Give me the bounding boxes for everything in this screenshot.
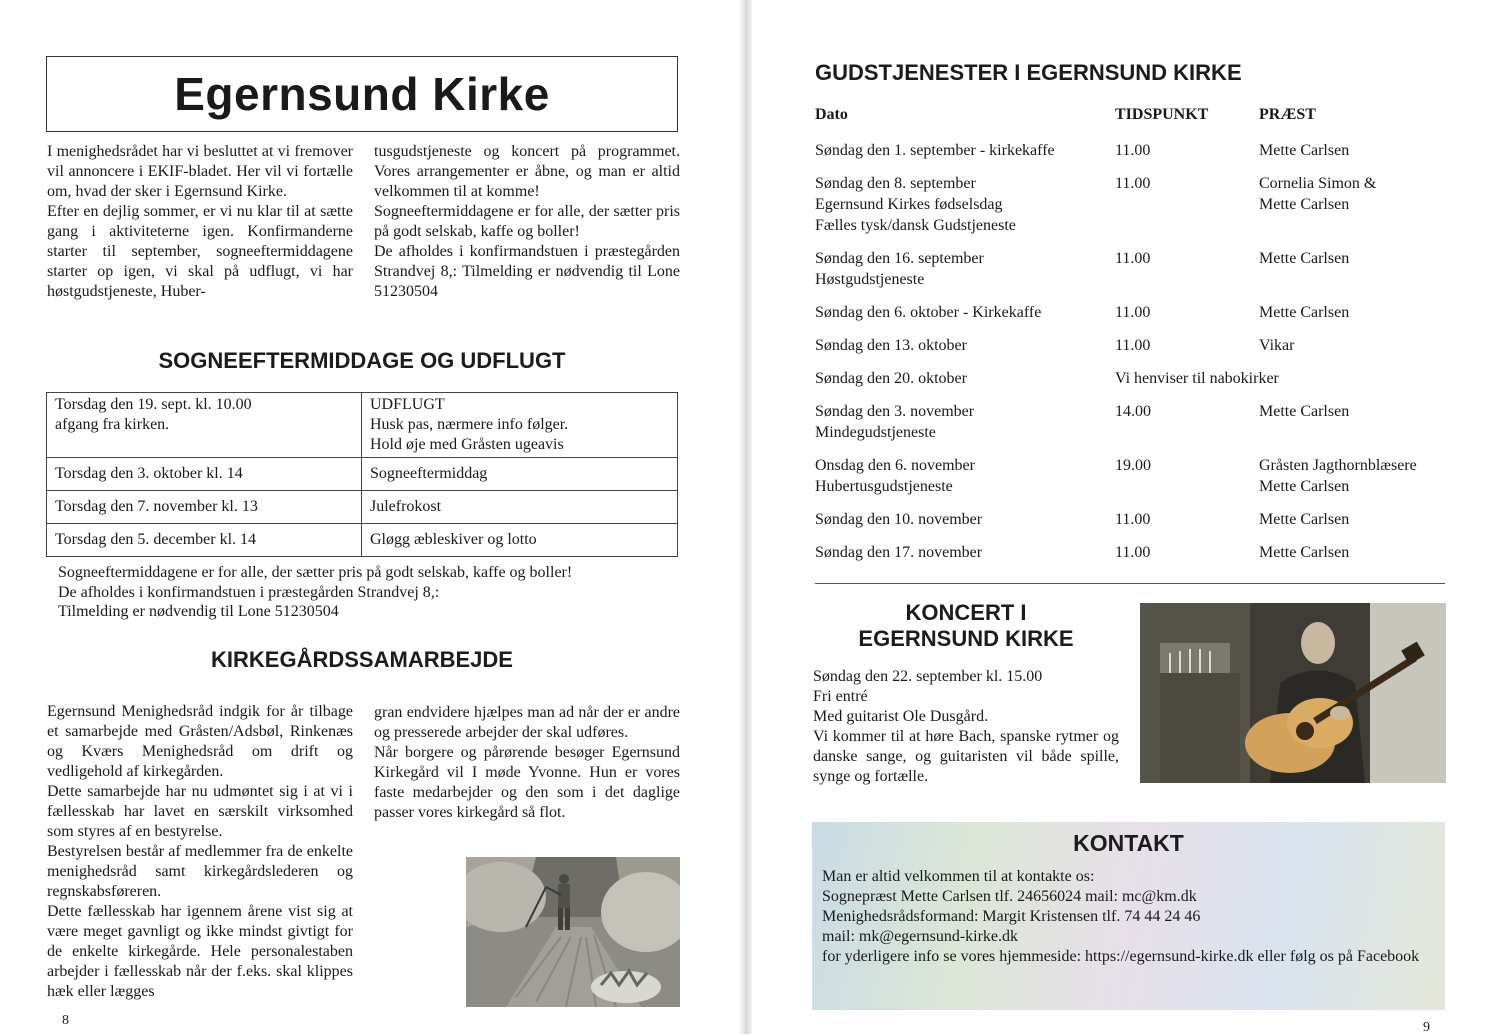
table-row [47, 491, 678, 524]
service-priest: Mette Carlsen [1259, 511, 1350, 528]
contact-line: Menighedsrådsformand: Margit Kristensen tlf. 74 44 24 46 [822, 908, 1201, 925]
table-row [815, 449, 1455, 503]
churchyard-photo [466, 857, 680, 1007]
intro-column-1: I menighedsrådet har vi besluttet at vi fremover vil annoncere i EKIF-bladet. Her vil vi fortælle om, hvad der sker i Egernsund Kirke. Efter en dejlig sommer, er vi nu klar til at sætte gang i aktiviteterne igen. Konfirmanderne starter til september, sogneeftermiddagene starter op igen, vi skal på udflugt, vi har høstgudstjeneste, Huber- [47, 143, 353, 300]
table-row [47, 393, 678, 458]
table-cell-event: Gløgg æbleskiver og lotto [362, 524, 678, 557]
guitarist-photo [1140, 603, 1446, 783]
service-time: 11.00 [1115, 511, 1151, 528]
service-time: 11.00 [1115, 142, 1151, 159]
service-priest: Mette Carlsen [1259, 142, 1350, 159]
service-date: Søndag den 3. november Mindegudstjeneste [815, 403, 975, 441]
page-number-right: 9 [1423, 1020, 1430, 1035]
contact-line: mail: mk@egernsund-kirke.dk [822, 928, 1019, 945]
service-time: 11.00 [1115, 250, 1151, 267]
table-row [815, 503, 1455, 536]
contact-box [812, 822, 1445, 1010]
table-row [47, 524, 678, 557]
service-time: 11.00 [1115, 544, 1151, 561]
intro-column-2: tusgudstjeneste og koncert på programmet. Vores arrangementer er åbne, og man er altid velkommen til at komme! Sogneeftermiddagene er for alle, der sætter pris på godt selskab, kaffe og boller! De afholdes i konfirmandstuen i præstegården Strandvej 8,: Tilmelding er nødvendig til Lone 51230504 [374, 143, 680, 300]
service-time: 14.00 [1115, 403, 1151, 420]
sogne-table [46, 392, 678, 557]
service-priest: Mette Carlsen [1259, 250, 1350, 267]
table-cell-event: Sogneeftermiddag [362, 458, 678, 491]
table-cell-event: Julefrokost [362, 491, 678, 524]
contact-line: Sognepræst Mette Carlsen tlf. 24656024 mail: mc@km.dk [822, 888, 1197, 905]
table-row [815, 134, 1455, 167]
service-priest: Gråsten Jagthornblæsere Mette Carlsen [1259, 457, 1417, 495]
service-time: 11.00 [1115, 337, 1151, 354]
page-fold [738, 0, 752, 1034]
column-header-tidspunkt: TIDSPUNKT [1115, 106, 1209, 123]
service-date: Søndag den 1. september - kirkekaffe [815, 142, 1055, 159]
table-cell-event: UDFLUGT Husk pas, nærmere info følger. Hold øje med Gråsten ugeavis [362, 393, 678, 458]
table-row [815, 167, 1455, 242]
page-title: Egernsund Kirke [174, 68, 550, 120]
concert-heading: KONCERT I EGERNSUND KIRKE [858, 600, 1074, 651]
kirkegaard-column-2: gran endvidere hjælpes man ad når der er andre og presserede arbejder der skal udføres. Når borgere og pårørende besøger Egernsund Kirkegård vil I møde Yvonne. Hun er vores faste medarbejder og den som i det daglige passer vores kirkegård så flot. [374, 704, 680, 821]
table-cell-date: Torsdag den 7. november kl. 13 [47, 491, 362, 524]
table-row [815, 296, 1455, 329]
service-priest: Mette Carlsen [1259, 403, 1350, 420]
table-cell-date: Torsdag den 19. sept. kl. 10.00 afgang fra kirken. [47, 393, 362, 458]
service-priest: Mette Carlsen [1259, 304, 1350, 321]
service-date: Søndag den 10. november [815, 511, 983, 528]
table-header-row [815, 100, 1455, 134]
table-row [815, 362, 1455, 395]
service-priest: Cornelia Simon & Mette Carlsen [1259, 175, 1377, 213]
service-note: Vi henviser til nabokirker [1115, 370, 1279, 387]
column-header-praest: PRÆST [1259, 106, 1316, 123]
contact-line: Man er altid velkommen til at kontakte os: [822, 868, 1095, 885]
page-number-left: 8 [62, 1013, 69, 1028]
service-date: Onsdag den 6. november Hubertusgudstjeneste [815, 457, 975, 495]
kirkegaard-heading: KIRKEGÅRDSSAMARBEJDE [211, 647, 513, 672]
service-time: 19.00 [1115, 457, 1151, 474]
section-divider [815, 583, 1445, 584]
service-date: Søndag den 17. november [815, 544, 983, 561]
table-row [815, 242, 1455, 296]
sogne-note: Sogneeftermiddagene er for alle, der sætter pris på godt selskab, kaffe og boller! De afholdes i konfirmandstuen i præstegården Strandvej 8,: Tilmelding er nødvendig til Lone 51230504 [58, 564, 573, 620]
concert-description: Vi kommer til at høre Bach, spanske rytmer og danske sange, og guitaristen vil både spille, synge og fortælle. [813, 728, 1119, 785]
kirkegaard-column-1: Egernsund Menighedsråd indgik for år tilbage et samarbejde med Gråsten/Adsbøl, Rinkenæs og Kværs Menighedsråd om drift og vedligehold af kirkegården. Dette samarbejde har nu udmøntet sig i at vi i fællesskab har lavet en særskilt virksomhed som styres af en bestyrelse. Bestyrelsen består af medlemmer fra de enkelte menighedsråd samt kirkegårdslederen og regnskabsføreren. Dette fællesskab har igennem årene vist sig at være meget gavnligt og ikke mindst givtigt for de enkelte kirkegårde. Hele personalestaben arbejder i fællesskab når der f.eks. skal klippes hæk eller lægges [47, 703, 353, 1000]
service-date: Søndag den 6. oktober - Kirkekaffe [815, 304, 1042, 321]
gudstjenester-heading: GUDSTJENESTER I EGERNSUND KIRKE [815, 60, 1242, 85]
service-priest: Mette Carlsen [1259, 544, 1350, 561]
service-time: 11.00 [1115, 175, 1151, 192]
table-row [815, 329, 1455, 362]
table-cell-date: Torsdag den 5. december kl. 14 [47, 524, 362, 557]
service-priest: Vikar [1259, 337, 1295, 354]
table-row [815, 395, 1455, 449]
services-table [815, 100, 1455, 569]
service-date: Søndag den 13. oktober [815, 337, 967, 354]
table-cell-date: Torsdag den 3. oktober kl. 14 [47, 458, 362, 491]
contact-line: for yderligere info se vores hjemmeside: https://egernsund-kirke.dk eller følg os på Facebook [822, 948, 1420, 965]
service-date: Søndag den 8. september Egernsund Kirkes fødselsdag Fælles tysk/dansk Gudstjeneste [815, 175, 1016, 234]
concert-details: Søndag den 22. september kl. 15.00 Fri entré Med guitarist Ole Dusgård. [813, 668, 1043, 725]
churchyard-image [466, 857, 680, 1007]
table-row [815, 536, 1455, 569]
service-date: Søndag den 16. september Høstgudstjeneste [815, 250, 984, 288]
service-date: Søndag den 20. oktober [815, 370, 967, 387]
sogne-heading: SOGNEEFTERMIDDAGE OG UDFLUGT [158, 348, 566, 373]
guitarist-image [1140, 603, 1446, 783]
page-title-box [46, 56, 678, 132]
column-header-dato: Dato [815, 106, 848, 123]
contact-heading: KONTAKT [1073, 830, 1184, 856]
table-row [47, 458, 678, 491]
service-time: 11.00 [1115, 304, 1151, 321]
contact-details [822, 867, 1437, 967]
